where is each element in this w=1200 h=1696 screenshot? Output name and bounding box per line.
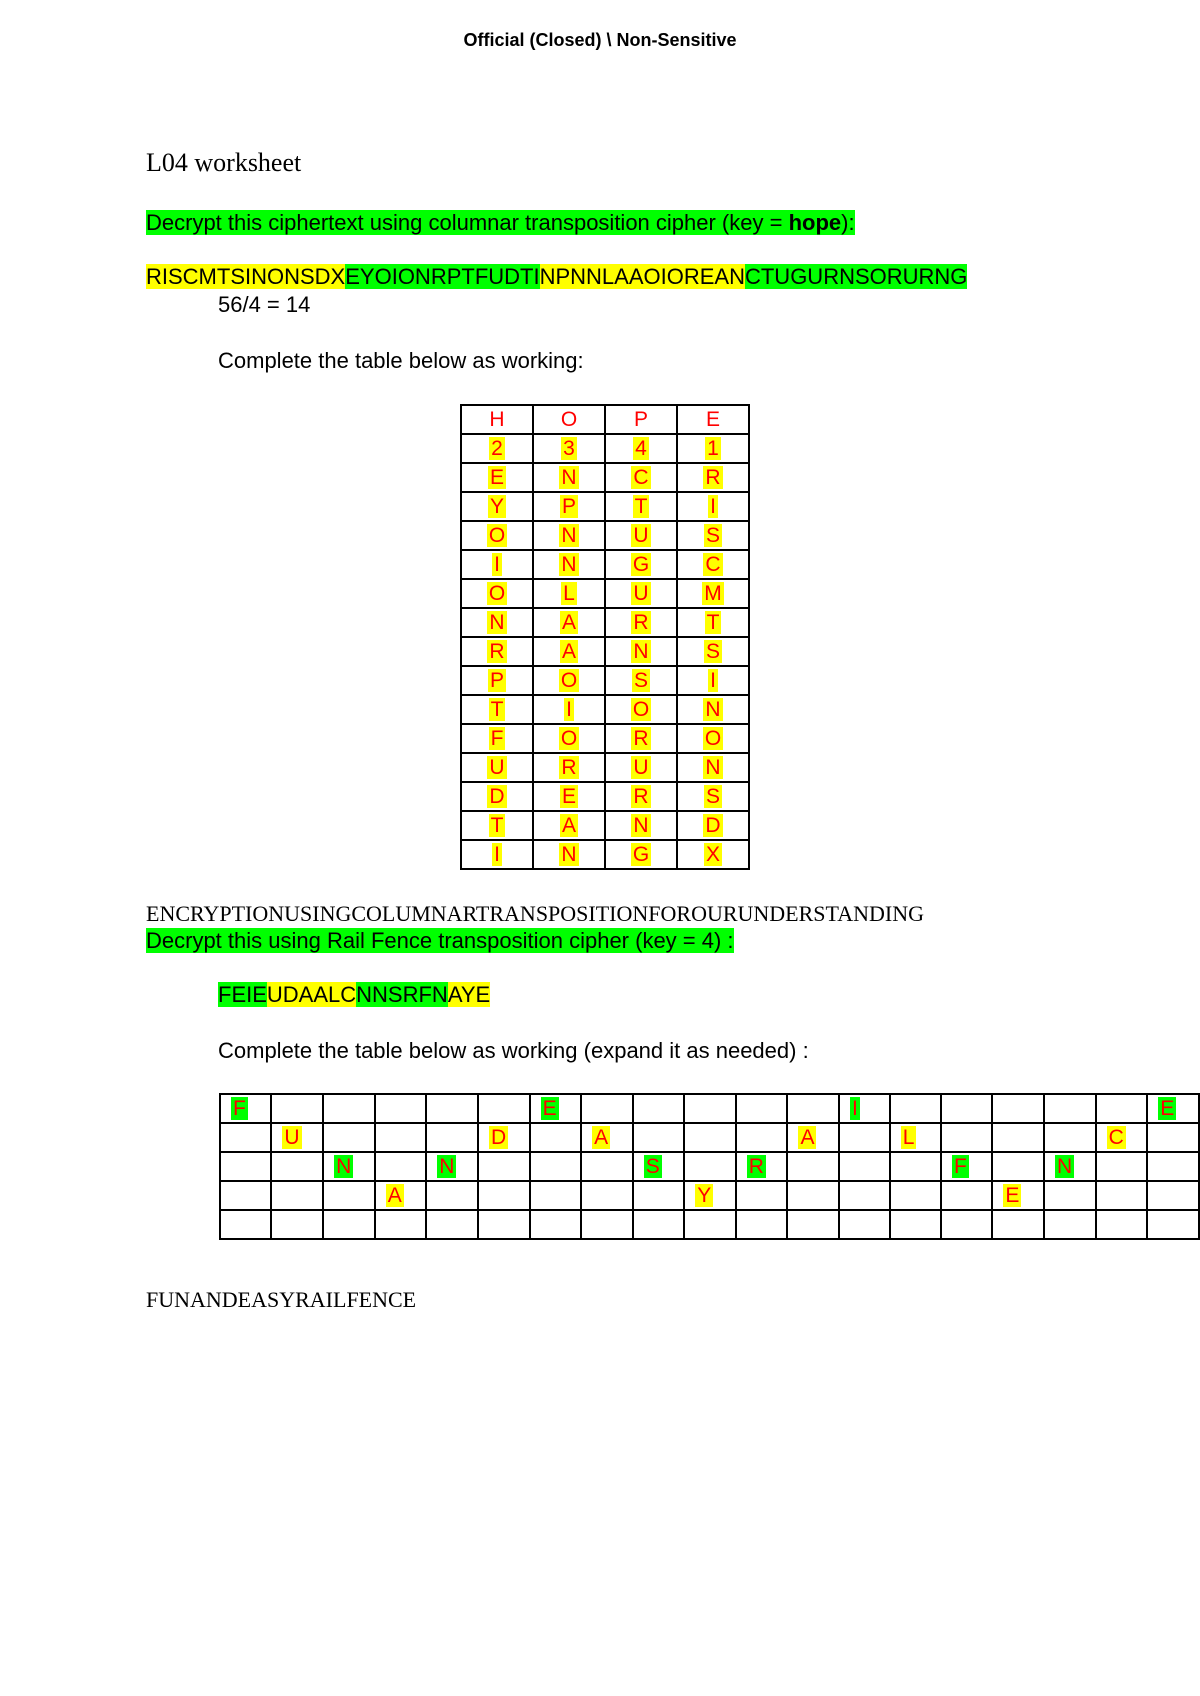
rail-cell — [890, 1123, 941, 1152]
columnar-cell-text: R — [561, 756, 577, 779]
columnar-cell — [533, 463, 605, 492]
rail-cell — [478, 1094, 530, 1123]
rail-row — [220, 1210, 1199, 1239]
columnar-cell — [461, 753, 533, 782]
columnar-cell — [533, 811, 605, 840]
columnar-cell-text: H — [489, 408, 505, 431]
rail-cell-letter: E — [542, 1097, 557, 1120]
columnar-cell-text: R — [705, 466, 721, 489]
cipher-part-1: RISCMTSINONSDX — [146, 264, 346, 289]
columnar-row — [461, 434, 749, 463]
columnar-cell-text: I — [710, 495, 716, 518]
cipher-part-3: NPNNLAAOIOREAN — [539, 264, 745, 289]
columnar-cell — [605, 463, 677, 492]
columnar-cell-text: O — [632, 698, 650, 721]
columnar-cell-text: O — [488, 582, 506, 605]
rail-cell — [1044, 1094, 1096, 1123]
columnar-cell — [533, 666, 605, 695]
columnar-cell — [533, 550, 605, 579]
rail-cell-letter: D — [490, 1126, 507, 1149]
columnar-cell-text: S — [705, 785, 720, 808]
rail-cell — [941, 1210, 992, 1239]
columnar-cell-text: P — [561, 495, 576, 518]
rail-cell — [375, 1181, 427, 1210]
task1-instruction-key: hope — [788, 210, 842, 235]
columnar-cell-text: P — [489, 669, 504, 692]
columnar-cell — [461, 608, 533, 637]
columnar-row — [461, 840, 749, 869]
rail-cell-letter: A — [800, 1126, 815, 1149]
columnar-cell-text: S — [705, 640, 720, 663]
task2-table-intro: Complete the table below as working (expand it as needed) : — [218, 1038, 809, 1063]
rail-cell — [220, 1123, 271, 1152]
rail-cell — [426, 1152, 478, 1181]
rail-cell — [271, 1094, 323, 1123]
rail-cell-letter: A — [387, 1184, 402, 1207]
columnar-cell-text: 2 — [491, 437, 503, 460]
columnar-cell — [533, 695, 605, 724]
rail-cell — [478, 1152, 530, 1181]
rail-row — [220, 1152, 1199, 1181]
rf-cipher-part-3: NNSRFN — [356, 982, 448, 1007]
rail-cell — [992, 1094, 1044, 1123]
rail-cell — [941, 1152, 992, 1181]
columnar-cell — [605, 521, 677, 550]
rail-cell — [1044, 1152, 1096, 1181]
columnar-row — [461, 579, 749, 608]
columnar-cell — [605, 434, 677, 463]
task1-answer: ENCRYPTIONUSINGCOLUMNARTRANSPOSITIONFOROURUNDERSTANDING — [146, 901, 924, 926]
columnar-cell — [677, 434, 749, 463]
page-title: L04 worksheet — [146, 148, 302, 177]
rail-cell — [1044, 1181, 1096, 1210]
columnar-cell-text: T — [634, 495, 648, 518]
columnar-cell-text: 1 — [707, 437, 719, 460]
columnar-cell-text: N — [705, 698, 721, 721]
task1-instruction-prefix: Decrypt this ciphertext using columnar transposition cipher (key = — [146, 210, 789, 235]
columnar-cell — [677, 463, 749, 492]
columnar-cell — [533, 840, 605, 869]
rail-cell — [787, 1094, 839, 1123]
rail-cell — [530, 1094, 582, 1123]
rail-cell — [684, 1123, 736, 1152]
rail-cell — [581, 1181, 633, 1210]
columnar-cell-text: T — [490, 698, 504, 721]
columnar-cell — [461, 405, 533, 434]
columnar-cell-text: C — [633, 466, 649, 489]
columnar-cell — [677, 782, 749, 811]
rail-cell — [1147, 1123, 1199, 1152]
columnar-cell-text: L — [563, 582, 575, 605]
columnar-cell-text: G — [632, 843, 650, 866]
rail-cell-letter: Y — [697, 1184, 712, 1207]
rail-cell — [890, 1094, 941, 1123]
rail-row — [220, 1181, 1199, 1210]
rail-cell — [271, 1181, 323, 1210]
columnar-cell-text: M — [704, 582, 722, 605]
rail-cell — [220, 1152, 271, 1181]
columnar-cell-text: N — [561, 466, 577, 489]
task2-instruction — [146, 927, 734, 954]
columnar-cell — [533, 434, 605, 463]
columnar-cell-text: R — [633, 611, 649, 634]
columnar-cell-text: A — [561, 611, 576, 634]
columnar-cell-text: O — [560, 669, 578, 692]
rail-cell — [530, 1181, 582, 1210]
columnar-cell — [605, 637, 677, 666]
rail-cell — [839, 1210, 890, 1239]
task1-instruction-suffix: ): — [841, 210, 855, 235]
columnar-cell-text: U — [633, 582, 649, 605]
rail-cell — [633, 1181, 685, 1210]
columnar-cell-text: N — [561, 553, 577, 576]
columnar-row — [461, 492, 749, 521]
rail-cell-letter: L — [902, 1126, 915, 1149]
columnar-cell-text: I — [566, 698, 572, 721]
rail-cell — [787, 1210, 839, 1239]
rail-cell-letter: N — [336, 1155, 352, 1178]
columnar-cell-text: S — [705, 524, 720, 547]
columnar-cell-text: N — [489, 611, 505, 634]
rail-cell-letter: N — [1056, 1155, 1073, 1178]
rail-cell — [633, 1210, 685, 1239]
rail-cell — [323, 1210, 375, 1239]
columnar-cell — [461, 521, 533, 550]
columnar-cell — [677, 637, 749, 666]
columnar-cell — [533, 608, 605, 637]
task2-instruction-text: Decrypt this using Rail Fence transposition cipher (key = 4) : — [146, 928, 734, 953]
rail-cell — [323, 1152, 375, 1181]
columnar-cell — [605, 492, 677, 521]
columnar-cell-text: I — [494, 553, 500, 576]
columnar-cell-text: R — [633, 785, 649, 808]
rf-cipher-part-4: AYE — [447, 982, 491, 1007]
columnar-row — [461, 637, 749, 666]
columnar-cell — [677, 811, 749, 840]
rail-cell — [736, 1181, 788, 1210]
rail-cell-letter: F — [954, 1155, 967, 1178]
rail-cell — [736, 1210, 788, 1239]
columnar-cell — [461, 492, 533, 521]
columnar-cell-text: T — [490, 814, 504, 837]
rail-cell — [890, 1152, 941, 1181]
columnar-cell-text: A — [561, 814, 576, 837]
rail-cell — [375, 1152, 427, 1181]
rail-cell — [839, 1123, 890, 1152]
rail-cell — [271, 1210, 323, 1239]
rail-cell — [684, 1094, 736, 1123]
columnar-cell — [677, 521, 749, 550]
rail-cell — [220, 1094, 271, 1123]
rail-cell — [1147, 1152, 1199, 1181]
rail-cell — [1147, 1181, 1199, 1210]
rail-cell — [426, 1181, 478, 1210]
rail-cell — [684, 1181, 736, 1210]
columnar-cell-text: N — [705, 756, 721, 779]
rail-cell — [530, 1123, 582, 1152]
columnar-cell-text: D — [489, 785, 505, 808]
columnar-cell-text: A — [561, 640, 576, 663]
task1-calc: 56/4 = 14 — [218, 292, 311, 317]
rail-cell — [478, 1181, 530, 1210]
task2-ciphertext — [218, 981, 490, 1008]
rail-cell — [992, 1123, 1044, 1152]
columnar-cell — [533, 753, 605, 782]
rail-cell — [1096, 1152, 1148, 1181]
rail-cell — [478, 1123, 530, 1152]
rail-cell — [581, 1094, 633, 1123]
columnar-cell-text: N — [561, 843, 577, 866]
columnar-cell-text: U — [633, 756, 649, 779]
columnar-row — [461, 695, 749, 724]
rail-cell — [1096, 1210, 1148, 1239]
rail-cell — [992, 1152, 1044, 1181]
columnar-cell — [461, 811, 533, 840]
rail-cell — [787, 1152, 839, 1181]
columnar-cell — [461, 840, 533, 869]
columnar-cell-text: 3 — [563, 437, 575, 460]
rail-cell — [736, 1152, 788, 1181]
rail-cell-letter: F — [233, 1097, 246, 1120]
columnar-cell-text: E — [489, 466, 504, 489]
columnar-row — [461, 724, 749, 753]
rail-cell-letter: N — [439, 1155, 455, 1178]
columnar-cell-text: O — [488, 524, 506, 547]
rail-cell — [941, 1094, 992, 1123]
rail-cell-letter: A — [594, 1126, 609, 1149]
columnar-cell — [605, 579, 677, 608]
columnar-row — [461, 521, 749, 550]
rail-cell — [530, 1210, 582, 1239]
rail-cell — [426, 1123, 478, 1152]
columnar-cell — [605, 608, 677, 637]
rail-cell-letter: R — [748, 1155, 764, 1178]
columnar-cell — [605, 695, 677, 724]
columnar-row — [461, 753, 749, 782]
rail-cell-letter: U — [284, 1126, 300, 1149]
columnar-cell — [461, 782, 533, 811]
columnar-cell — [533, 724, 605, 753]
columnar-cell — [533, 492, 605, 521]
rail-cell — [839, 1181, 890, 1210]
rail-cell — [581, 1152, 633, 1181]
rail-cell — [1044, 1123, 1096, 1152]
columnar-cell — [533, 579, 605, 608]
rail-cell — [941, 1181, 992, 1210]
columnar-cell-text: R — [489, 640, 505, 663]
columnar-cell-text: 4 — [635, 437, 647, 460]
columnar-row — [461, 405, 749, 434]
columnar-cell-text: N — [633, 814, 649, 837]
rail-cell — [941, 1123, 992, 1152]
columnar-cell — [461, 695, 533, 724]
rf-cipher-part-1: FEIE — [218, 982, 267, 1007]
rail-cell-letter: S — [645, 1155, 660, 1178]
columnar-cell-text: E — [561, 785, 576, 808]
rail-cell — [375, 1123, 427, 1152]
columnar-cell — [677, 405, 749, 434]
document-header: Official (Closed) \ Non-Sensitive — [463, 30, 737, 50]
columnar-cell — [533, 521, 605, 550]
columnar-cell-text: O — [560, 408, 578, 431]
rail-cell — [426, 1210, 478, 1239]
columnar-cell-text: X — [705, 843, 720, 866]
columnar-row — [461, 811, 749, 840]
rail-cell — [839, 1094, 890, 1123]
columnar-row — [461, 550, 749, 579]
rail-cell — [633, 1094, 685, 1123]
columnar-table — [460, 404, 750, 870]
columnar-cell — [461, 434, 533, 463]
rail-cell — [1096, 1181, 1148, 1210]
columnar-cell — [461, 463, 533, 492]
rail-cell — [530, 1152, 582, 1181]
columnar-cell-text: S — [633, 669, 648, 692]
rail-cell — [992, 1210, 1044, 1239]
columnar-cell — [461, 724, 533, 753]
columnar-cell — [461, 579, 533, 608]
columnar-cell-text: U — [633, 524, 649, 547]
columnar-cell — [605, 550, 677, 579]
columnar-cell — [461, 666, 533, 695]
columnar-cell-text: N — [561, 524, 577, 547]
rail-cell — [375, 1094, 427, 1123]
task1-table-intro: Complete the table below as working: — [218, 348, 584, 373]
rail-cell — [323, 1094, 375, 1123]
rail-cell — [1147, 1094, 1199, 1123]
rail-cell — [1147, 1210, 1199, 1239]
columnar-cell — [677, 550, 749, 579]
rail-cell — [323, 1181, 375, 1210]
rail-row — [220, 1094, 1199, 1123]
rail-cell — [323, 1123, 375, 1152]
columnar-row — [461, 782, 749, 811]
rail-cell — [478, 1210, 530, 1239]
rail-cell — [220, 1181, 271, 1210]
columnar-cell — [605, 782, 677, 811]
rail-cell — [1096, 1123, 1148, 1152]
task1-ciphertext — [146, 263, 967, 290]
columnar-row — [461, 463, 749, 492]
columnar-row — [461, 608, 749, 637]
rail-cell — [271, 1123, 323, 1152]
columnar-cell — [605, 811, 677, 840]
rf-cipher-part-2: UDAALC — [266, 982, 357, 1007]
rail-cell — [684, 1210, 736, 1239]
columnar-cell-text: U — [489, 756, 505, 779]
columnar-cell-text: T — [706, 611, 720, 634]
columnar-cell — [677, 753, 749, 782]
task2-answer: FUNANDEASYRAILFENCE — [146, 1287, 417, 1312]
rail-cell — [271, 1152, 323, 1181]
rail-cell-letter: C — [1108, 1126, 1124, 1149]
rail-cell-letter: E — [1005, 1184, 1020, 1207]
rail-cell-letter: E — [1160, 1097, 1175, 1120]
columnar-cell — [605, 405, 677, 434]
rail-cell — [787, 1123, 839, 1152]
columnar-cell — [461, 637, 533, 666]
rail-cell — [736, 1123, 788, 1152]
rail-cell — [220, 1210, 271, 1239]
columnar-cell-text: R — [633, 727, 649, 750]
columnar-cell — [677, 724, 749, 753]
columnar-cell — [533, 405, 605, 434]
columnar-cell — [605, 840, 677, 869]
columnar-cell — [677, 695, 749, 724]
columnar-cell — [461, 550, 533, 579]
columnar-cell-text: P — [633, 408, 648, 431]
columnar-cell — [677, 608, 749, 637]
rail-cell — [890, 1210, 941, 1239]
columnar-cell-text: Y — [489, 495, 504, 518]
columnar-cell-text: D — [705, 814, 721, 837]
rail-cell — [633, 1123, 685, 1152]
columnar-cell-text: O — [560, 727, 578, 750]
cipher-part-2: EYOIONRPTFUDTI — [345, 264, 540, 289]
rail-cell — [581, 1210, 633, 1239]
task1-instruction — [146, 209, 855, 236]
columnar-cell — [605, 666, 677, 695]
columnar-cell-text: E — [705, 408, 720, 431]
rail-cell — [1044, 1210, 1096, 1239]
rail-cell — [633, 1152, 685, 1181]
columnar-cell-text: O — [704, 727, 722, 750]
rail-cell — [375, 1210, 427, 1239]
rail-cell — [992, 1181, 1044, 1210]
columnar-cell-text: G — [632, 553, 650, 576]
cipher-part-4: CTUGURNSORURNG — [744, 264, 968, 289]
columnar-cell — [677, 579, 749, 608]
rail-cell — [890, 1181, 941, 1210]
rail-cell-letter: I — [851, 1097, 858, 1120]
columnar-row — [461, 666, 749, 695]
columnar-cell-text: C — [705, 553, 721, 576]
columnar-cell-text: N — [633, 640, 649, 663]
columnar-cell — [533, 637, 605, 666]
columnar-cell — [677, 666, 749, 695]
rail-cell — [787, 1181, 839, 1210]
rail-row — [220, 1123, 1199, 1152]
columnar-cell-text: I — [710, 669, 716, 692]
columnar-cell-text: F — [490, 727, 504, 750]
rail-cell — [736, 1094, 788, 1123]
rail-cell — [1096, 1094, 1148, 1123]
rail-cell — [426, 1094, 478, 1123]
columnar-cell — [677, 492, 749, 521]
columnar-cell — [677, 840, 749, 869]
rail-cell — [581, 1123, 633, 1152]
columnar-cell — [533, 782, 605, 811]
rail-cell — [684, 1152, 736, 1181]
columnar-cell — [605, 724, 677, 753]
rail-fence-table — [219, 1093, 1200, 1240]
columnar-cell-text: I — [494, 843, 500, 866]
rail-cell — [839, 1152, 890, 1181]
columnar-cell — [605, 753, 677, 782]
